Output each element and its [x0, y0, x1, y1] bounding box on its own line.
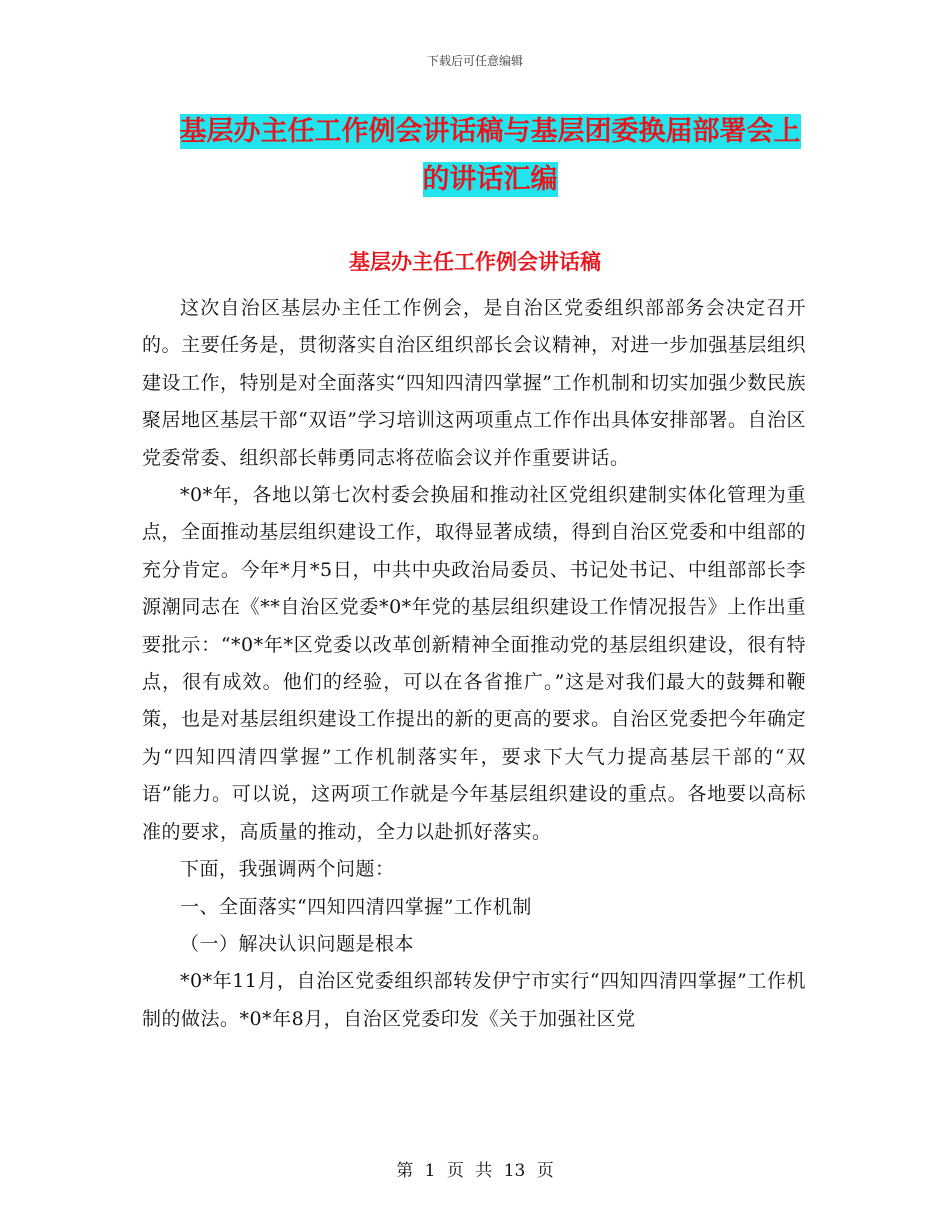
document-title-line-2: 的讲话汇编 — [422, 164, 558, 195]
total-page-count: 13 — [503, 1161, 526, 1181]
document-body — [142, 290, 806, 1038]
paragraph: *0*年11月，自治区党委组织部转发伊宁市实行“四知四清四掌握”工作机制的做法。*0*年8月，自治区党委印发《关于加强社区党 — [142, 970, 806, 1030]
document-title-line-1: 基层办主任工作例会讲话稿与基层团委换届部署会上 — [179, 116, 801, 147]
footer-ye: 页 — [446, 1161, 464, 1181]
footer-gong: 共 — [475, 1161, 493, 1181]
document-title — [140, 108, 840, 204]
heading-level-1: 一、全面落实“四知四清四掌握”工作机制 — [180, 895, 532, 918]
paragraph: 下面，我强调两个问题： — [180, 858, 395, 881]
current-page-number: 1 — [424, 1161, 436, 1181]
footer-di: 第 — [396, 1161, 414, 1181]
paragraph: 这次自治区基层办主任工作例会，是自治区党委组织部部务会决定召开的。主要任务是，贯彻落实自治区组织部长会议精神，对进一步加强基层组织建设工作，特别是对全面落实“四知四清四掌握”工作机制和切实加强少数民族聚居地区基层干部“双语”学习培训这两项重点工作作出具体安排部署。自治区党委常委、组织部长韩勇同志将莅临会议并作重要讲话。 — [142, 297, 806, 469]
page-footer — [0, 1156, 950, 1181]
section-title: 基层办主任工作例会讲话稿 — [349, 249, 601, 274]
header-note: 下载后可任意编辑 — [426, 54, 523, 68]
footer-ye: 页 — [536, 1161, 554, 1181]
heading-level-2: （一）解决认识问题是根本 — [180, 932, 415, 955]
paragraph: *0*年，各地以第七次村委会换届和推动社区党组织建制实体化管理为重点，全面推动基层组织建设工作，取得显著成绩，得到自治区党委和中组部的充分肯定。今年*月*5日，中共中央政治局委员、书记处书记、中组部部长李源潮同志在《**自治区党委*0*年党的基层组织建设工作情况报告》上作出重要批示：“*0*年*区党委以改革创新精神全面推动党的基层组织建设，很有特点，很有成效。他们的经验，可以在各省推广。”这是对我们最大的鼓舞和鞭策，也是对基层组织建设工作提出的新的更高的要求。自治区党委把今年确定为“四知四清四掌握”工作机制落实年，要求下大气力提高基层干部的“双语”能力。可以说，这两项工作就是今年基层组织建设的重点。各地要以高标准的要求，高质量的推动，全力以赴抓好落实。 — [142, 484, 806, 843]
